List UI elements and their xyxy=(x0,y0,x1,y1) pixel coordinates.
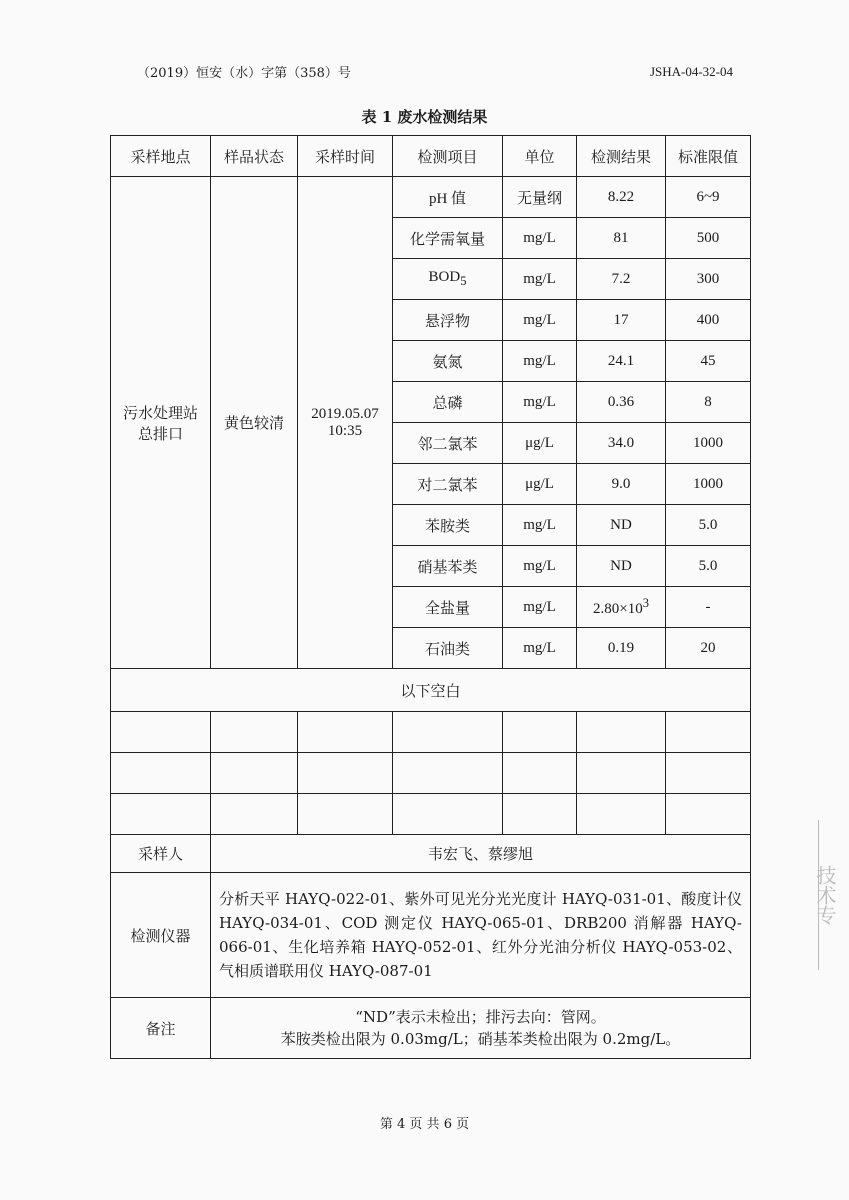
unit-cell: 无量纲 xyxy=(503,177,577,218)
test-item xyxy=(393,218,503,259)
empty-cell xyxy=(393,753,503,794)
empty-cell xyxy=(503,712,577,753)
result-value: 8.22 xyxy=(607,188,635,205)
sampler-names: 韦宏飞、蔡缪旭 xyxy=(211,835,751,873)
empty-cell xyxy=(666,712,751,753)
result-cell xyxy=(577,382,666,423)
column-header: 检测项目 xyxy=(393,136,503,177)
page-footer: 第 4 页 共 6 页 xyxy=(379,1117,470,1132)
column-header: 采样地点 xyxy=(111,136,211,177)
limit-cell: 6~9 xyxy=(666,177,751,218)
header-row xyxy=(111,136,751,177)
test-item-subscript: 5 xyxy=(460,274,467,288)
limit-cell: 300 xyxy=(666,259,751,300)
blank-marker: 以下空白 xyxy=(111,669,751,712)
test-item-label: BOD xyxy=(428,269,461,285)
notes-label: 备注 xyxy=(111,998,211,1059)
limit-cell: 1000 xyxy=(666,464,751,505)
test-item xyxy=(393,628,503,669)
note-line-1: “ND”表示未检出；排污去向：管网。 xyxy=(355,1008,606,1026)
test-item xyxy=(393,341,503,382)
unit-cell: mg/L xyxy=(503,218,577,259)
seal-stamp: 技术专 xyxy=(818,820,847,970)
test-item-label: 邻二氯苯 xyxy=(417,436,478,453)
limit-cell: 5.0 xyxy=(666,505,751,546)
result-value: ND xyxy=(610,516,632,533)
sampler-label: 采样人 xyxy=(111,835,211,873)
test-item xyxy=(393,382,503,423)
limit-cell: 400 xyxy=(666,300,751,341)
empty-row xyxy=(111,712,751,753)
test-item-label: pH 值 xyxy=(428,190,467,207)
empty-cell xyxy=(503,753,577,794)
test-item-label: 总磷 xyxy=(432,395,463,412)
limit-cell: 8 xyxy=(666,382,751,423)
unit-cell: μg/L xyxy=(503,464,577,505)
result-cell xyxy=(577,464,666,505)
result-exponent: 3 xyxy=(642,596,649,610)
result-cell xyxy=(577,423,666,464)
unit-cell: mg/L xyxy=(503,587,577,628)
empty-cell xyxy=(577,753,666,794)
empty-cell xyxy=(298,712,393,753)
unit-cell: mg/L xyxy=(503,628,577,669)
blank-marker-row xyxy=(111,669,751,712)
test-item-label: 全盐量 xyxy=(424,600,470,617)
empty-row xyxy=(111,753,751,794)
empty-cell xyxy=(298,753,393,794)
empty-cell xyxy=(298,794,393,835)
test-item xyxy=(393,505,503,546)
column-header: 标准限值 xyxy=(666,136,751,177)
report-number: （2019）恒安（水）字第（358）号 xyxy=(137,66,351,81)
test-item xyxy=(393,259,503,300)
test-item xyxy=(393,300,503,341)
column-header: 检测结果 xyxy=(577,136,666,177)
test-item-label: 氨氮 xyxy=(432,354,463,371)
sample-datetime xyxy=(298,177,393,669)
empty-row xyxy=(111,794,751,835)
unit-cell: mg/L xyxy=(503,300,577,341)
result-cell xyxy=(577,587,666,628)
test-item-label: 对二氯苯 xyxy=(417,477,478,494)
result-cell xyxy=(577,546,666,587)
result-cell xyxy=(577,177,666,218)
result-value: 2.80×10 xyxy=(593,601,643,617)
empty-cell xyxy=(111,794,211,835)
test-item xyxy=(393,177,503,218)
instruments-list: 分析天平 HAYQ-022-01、紫外可见光分光光度计 HAYQ-031-01、酸度计仪 HAYQ-034-01、COD 测定仪 HAYQ-065-01、DRB200 消解器 HAYQ-066-01、生化培养箱 HAYQ-052-01、红外分光油分析仪 HAYQ-053-02、气相质谱联用仪 HAYQ-087-01 xyxy=(211,873,751,998)
sample-location: 污水处理站总排口 xyxy=(111,177,211,669)
limit-cell: - xyxy=(666,587,751,628)
test-item xyxy=(393,546,503,587)
test-item-label: 苯胺类 xyxy=(424,518,470,535)
column-header: 单位 xyxy=(503,136,577,177)
empty-cell xyxy=(666,753,751,794)
note-line-2: 苯胺类检出限为 0.03mg/L；硝基苯类检出限为 0.2mg/L。 xyxy=(280,1030,681,1048)
wastewater-results-table xyxy=(110,135,751,1059)
unit-cell: mg/L xyxy=(503,382,577,423)
notes-row xyxy=(111,998,751,1059)
sample-state: 黄色较清 xyxy=(211,177,298,669)
result-value: 24.1 xyxy=(607,352,635,369)
empty-cell xyxy=(111,753,211,794)
result-value: 81 xyxy=(613,229,629,246)
result-value: 17 xyxy=(613,311,629,328)
table-title: 表 1 废水检测结果 xyxy=(361,108,488,126)
empty-cell xyxy=(393,794,503,835)
result-cell xyxy=(577,505,666,546)
empty-cell xyxy=(666,794,751,835)
empty-cell xyxy=(111,712,211,753)
document-code: JSHA-04-32-04 xyxy=(649,64,733,79)
unit-cell: mg/L xyxy=(503,259,577,300)
empty-cell xyxy=(211,753,298,794)
sample-date: 2019.05.07 xyxy=(311,405,379,422)
sample-time: 10:35 xyxy=(327,422,363,439)
result-value: 9.0 xyxy=(611,475,631,492)
unit-cell: mg/L xyxy=(503,546,577,587)
test-item-label: 石油类 xyxy=(424,641,470,658)
empty-cell xyxy=(503,794,577,835)
limit-cell: 45 xyxy=(666,341,751,382)
result-value: 7.2 xyxy=(611,270,631,287)
test-item xyxy=(393,587,503,628)
test-item-label: 硝基苯类 xyxy=(417,559,478,576)
result-cell xyxy=(577,259,666,300)
unit-cell: mg/L xyxy=(503,505,577,546)
empty-cell xyxy=(211,712,298,753)
empty-cell xyxy=(577,712,666,753)
result-cell xyxy=(577,341,666,382)
test-item-label: 悬浮物 xyxy=(424,313,470,330)
result-cell xyxy=(577,628,666,669)
column-header: 采样时间 xyxy=(298,136,393,177)
result-cell xyxy=(577,218,666,259)
table-row xyxy=(111,177,751,218)
limit-cell: 5.0 xyxy=(666,546,751,587)
limit-cell: 500 xyxy=(666,218,751,259)
result-value: 34.0 xyxy=(607,434,635,451)
instruments-label: 检测仪器 xyxy=(111,873,211,998)
result-value: ND xyxy=(610,557,632,574)
limit-cell: 1000 xyxy=(666,423,751,464)
column-header: 样品状态 xyxy=(211,136,298,177)
result-cell xyxy=(577,300,666,341)
sampler-row xyxy=(111,835,751,873)
empty-cell xyxy=(577,794,666,835)
result-value: 0.36 xyxy=(607,393,635,410)
unit-cell: mg/L xyxy=(503,341,577,382)
unit-cell: μg/L xyxy=(503,423,577,464)
instruments-row xyxy=(111,873,751,998)
test-item xyxy=(393,464,503,505)
empty-cell xyxy=(393,712,503,753)
test-item-label: 化学需氧量 xyxy=(409,231,485,248)
limit-cell: 20 xyxy=(666,628,751,669)
empty-cell xyxy=(211,794,298,835)
test-item xyxy=(393,423,503,464)
result-value: 0.19 xyxy=(607,639,635,656)
notes-content xyxy=(211,998,751,1059)
